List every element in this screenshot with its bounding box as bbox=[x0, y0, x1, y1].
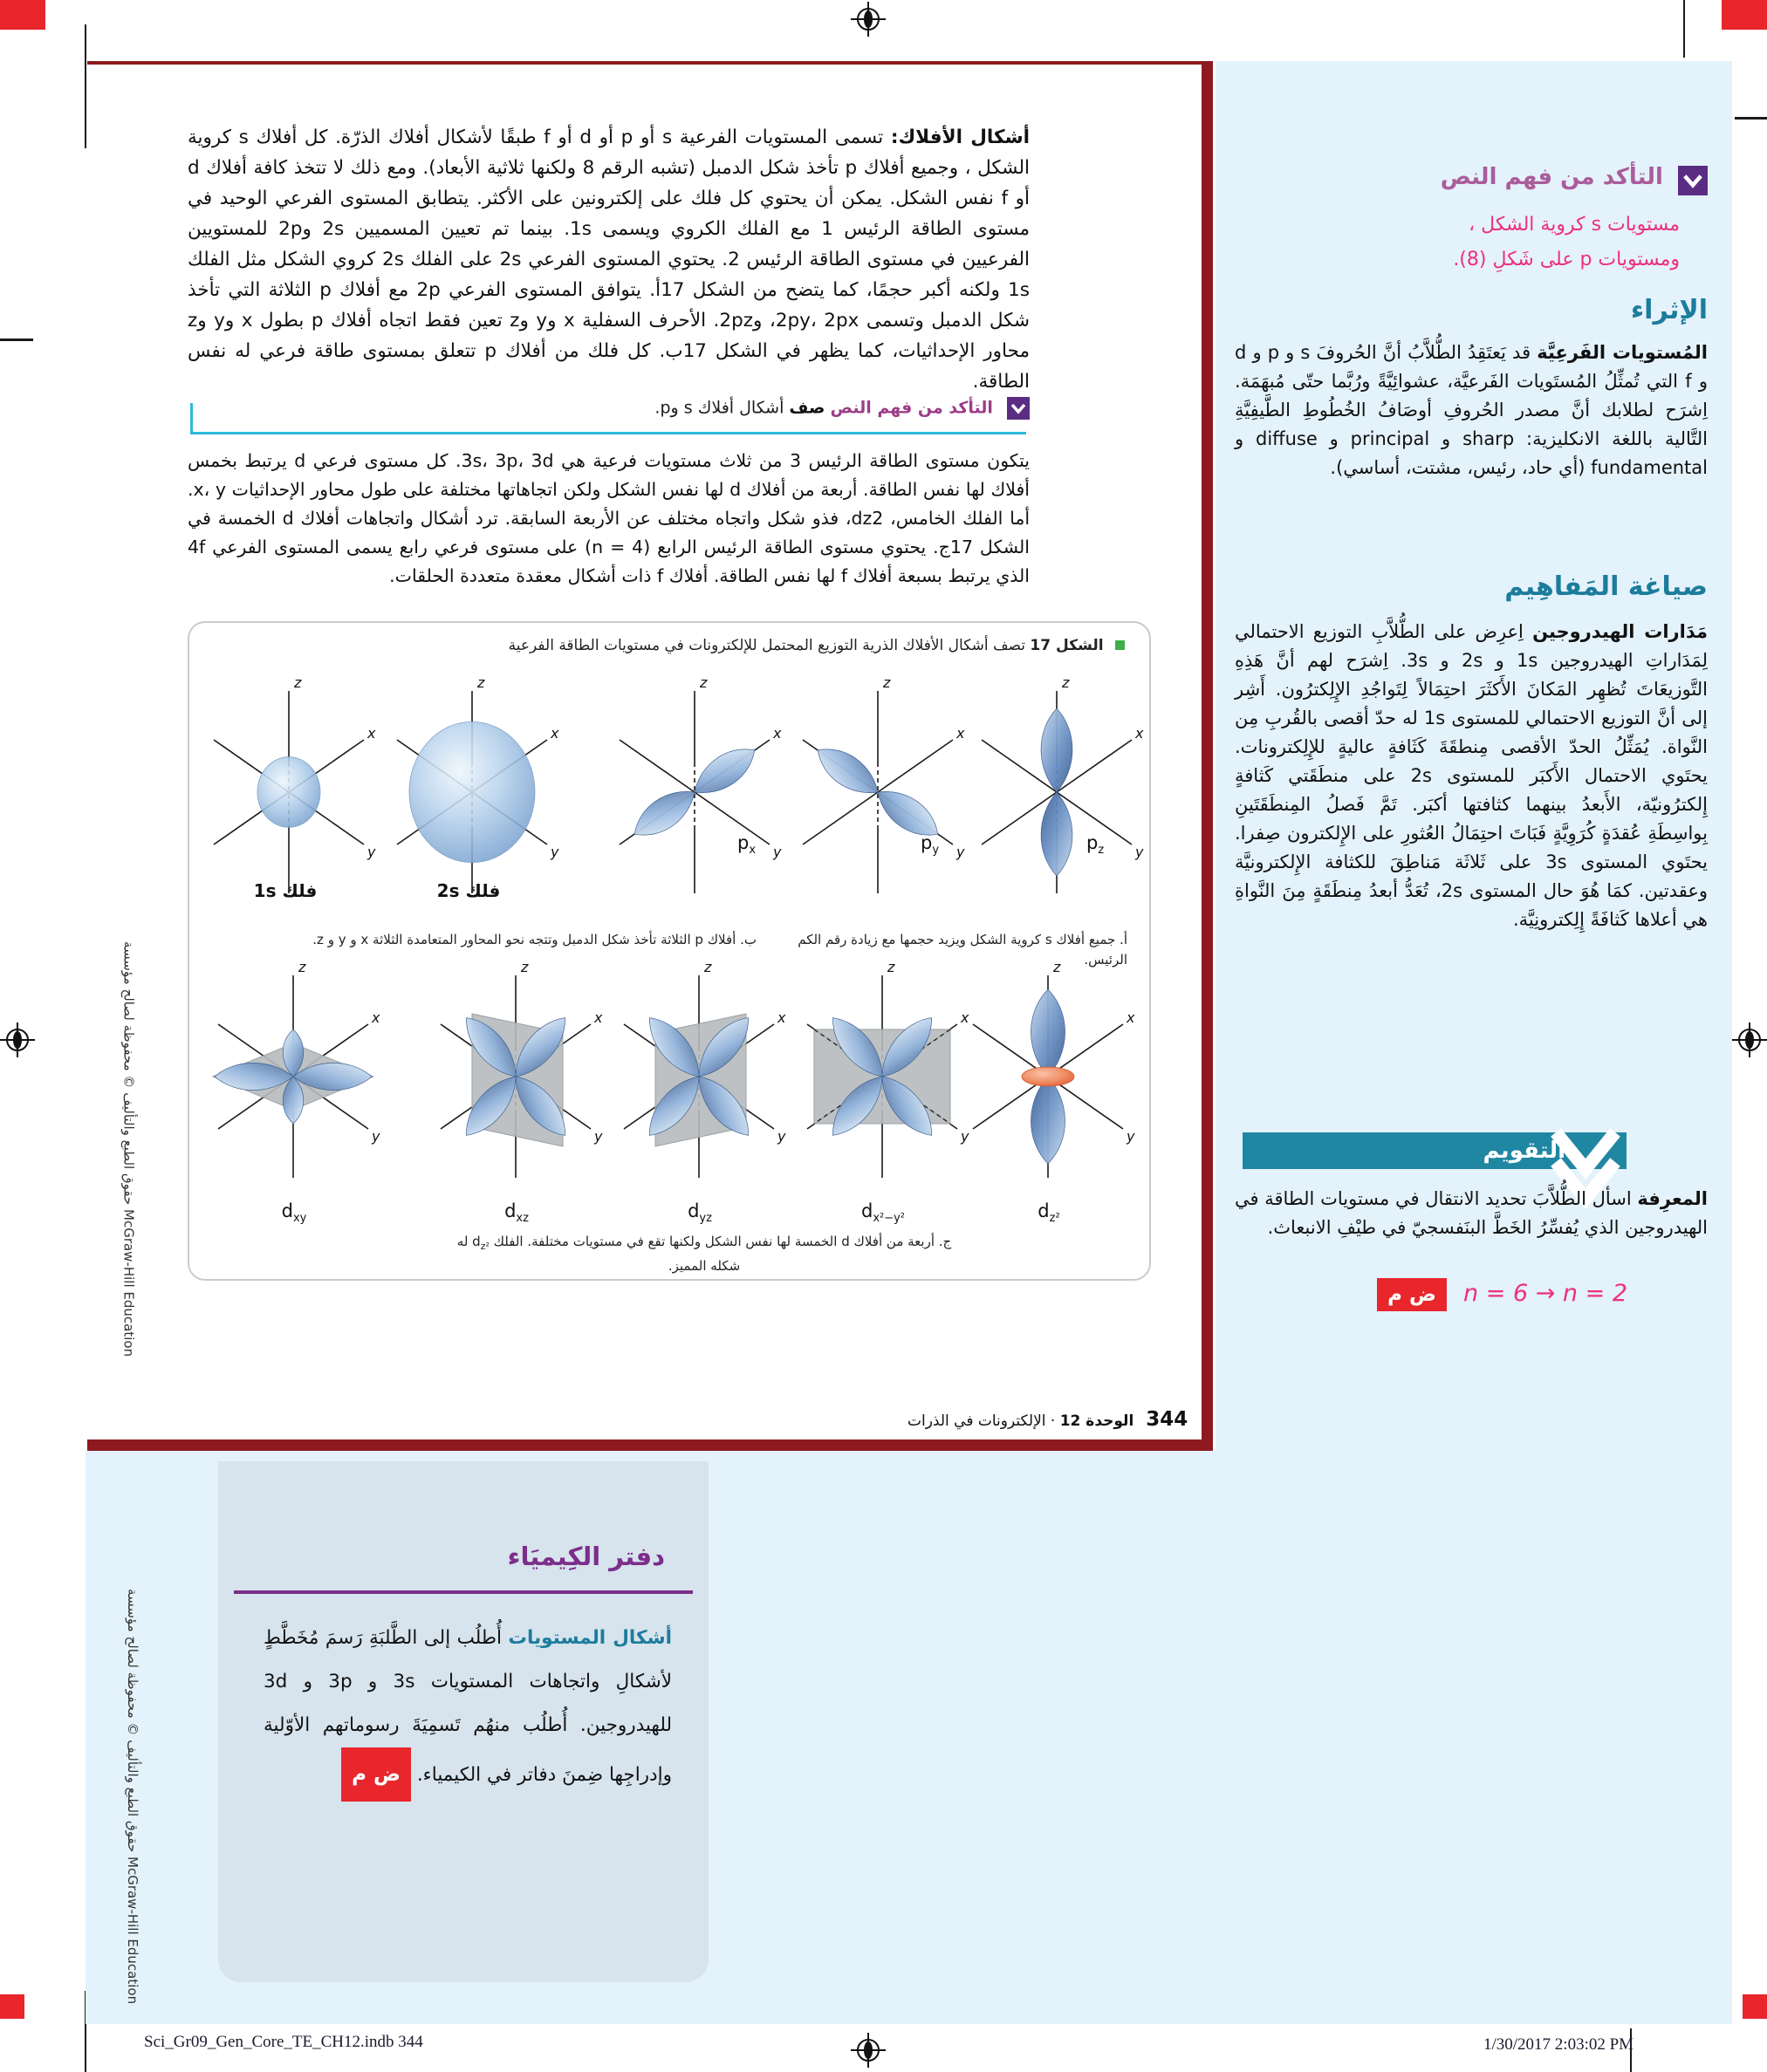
svg-text:y: y bbox=[367, 844, 376, 860]
orbital-1s-label: فلك 1s bbox=[253, 880, 318, 901]
svg-text:x: x bbox=[777, 1009, 786, 1026]
svg-text:z: z bbox=[887, 959, 895, 975]
copyright-vertical-lower: حقوق الطبع والتأليف © محفوظة لصالح مؤسسة McGraw-Hill Education bbox=[125, 1588, 140, 2005]
orbital-dxz-label: $d_{xz}$ bbox=[504, 1200, 529, 1226]
svg-text:z: z bbox=[1053, 959, 1061, 975]
notebook-body: أشكال المستويات أُطلُب إلى الطَّلبَةِ رَسمَ مُخَطَّطٍ لأشكالِ واتجاهات المستويات 3s و 3p و 3d للهيدروجين. أُطلُب منهُم تَسمِيَةَ رسوماتهم الأوّلية وإدراجِها ضِمنَ دفاتر في الكيمياء. ض م bbox=[264, 1617, 672, 1802]
trim-red-top-left bbox=[0, 0, 45, 30]
svg-text:z: z bbox=[883, 674, 891, 691]
trim-dash-right bbox=[1735, 117, 1767, 120]
orbital-py bbox=[778, 674, 979, 907]
reading-check-line: التأكد من فهم النص صف أشكال أفلاك s وp. bbox=[188, 397, 1030, 420]
svg-text:x: x bbox=[773, 725, 782, 742]
orbital-py-label: $p_y$ bbox=[921, 832, 940, 858]
print-timestamp: 1/30/2017 2:03:02 PM bbox=[1483, 2035, 1634, 2054]
section-rule bbox=[190, 432, 1026, 434]
notebook-rule bbox=[234, 1590, 693, 1594]
registration-mark-right bbox=[1732, 1022, 1767, 1057]
trim-red-top-right bbox=[1722, 0, 1767, 30]
reading-check-label: التأكد من فهم النص bbox=[830, 398, 993, 418]
svg-text:x: x bbox=[961, 1009, 969, 1026]
page-number: 344 bbox=[1146, 1408, 1188, 1431]
body-paragraph-1: أشكال الأفلاك: تسمى المستويات الفرعية s أو p أو d أو f طبقًا لأشكال أفلاك الذرّة. كل أفلاك s كروية الشكل ، وجميع أفلاك p تأخذ شكل الدمبل (تشبه الرقم 8 ولكنها ثلاثية الأبعاد). ومع ذلك لا تتخذ كافة أفلاك d أو f نفس الشكل. يمكن أن يحتوي كل فلك على إلكترونين على الأكثر. يتطابق المستوى الفرعي الوحيد في مستوى الطاقة الرئيس 1 مع الفلك الكروي ويسمى 1s. بينما تم تعيين المسميين 2s و2p للمستويين الفرعيين في مستوى الطاقة الرئيس 2. يحتوي المستوى الفرعي 2s على الفلك 2s كروي الشكل مثل الفلك 1s ولكنه أكبر حجمًا، كما يتضح من الشكل 17أ. يتوافق المستوى الفرعي 2p مع أفلاك p الثلاثة التي تأخذ شكل الدمبل وتسمى 2py، 2px، و2pz. الأحرف السفلية x وy وz تعين فقط اتجاه أفلاك p بطول x وy وz محاور الإحداثيات، كما يظهر في الشكل 17ب. كل فلك من أفلاك p تتعلق بمستوى طاقة فرعي له نفس الطاقة. bbox=[188, 127, 1031, 393]
trim-line-top-right bbox=[1683, 0, 1685, 58]
bottom-strip bbox=[86, 1451, 1732, 2024]
orbital-px-label: $p_x$ bbox=[737, 832, 757, 858]
answer-badge: ض م bbox=[1377, 1278, 1447, 1311]
svg-text:z: z bbox=[1062, 674, 1070, 691]
trim-red-bottom-right bbox=[1743, 1994, 1767, 2019]
checkbox-icon bbox=[1678, 166, 1708, 195]
svg-text:y: y bbox=[777, 1128, 786, 1145]
trim-line-top-left bbox=[85, 24, 86, 148]
svg-text:y: y bbox=[372, 1128, 380, 1145]
figure-caption: الشكل 17 تصف أشكال الأفلاك الذرية التوزيع المحتمل للإلكترونات في مستويات الطاقة الفرعية bbox=[427, 637, 1125, 654]
orbital-dyz bbox=[599, 959, 800, 1192]
svg-text:y: y bbox=[594, 1128, 603, 1145]
figure-caption-a: أ. جميع أفلاك s كروية الشكل ويزيد حجمها مع زيادة رقم الكم الرئيس. bbox=[798, 932, 1127, 968]
svg-text:z: z bbox=[521, 959, 529, 975]
svg-text:z: z bbox=[294, 674, 302, 691]
orbital-pz-label: $p_z$ bbox=[1086, 832, 1105, 858]
orbital-dxy-label: $d_{xy}$ bbox=[281, 1200, 307, 1226]
page-border-bottom bbox=[87, 1439, 1213, 1451]
registration-mark-left bbox=[0, 1022, 35, 1057]
svg-text:x: x bbox=[372, 1009, 380, 1026]
body-paragraph-2: يتكون مستوى الطاقة الرئيس 3 من ثلاث مستويات فرعية هي 3s، 3p، 3d. كل مستوى فرعي d يرتبط بخمس أفلاك لها نفس الطاقة. أربعة من أفلاك d لها نفس الشكل ولكن اتجاهاتها مختلفة على طول محاور الإحداثيات x، y. أما الفلك الخامس، dz2، فذو شكل واتجاه مختلف عن الأربعة السابقة. ترد أشكال واتجاهات أفلاك d الخمسة في الشكل 17ج. يحتوي مستوى الطاقة الرئيس الرابع (n = 4) على مستوى فرعي رابع يسمى المستوى الفرعي 4f الذي يرتبط بسبعة أفلاك f لها نفس الطاقة. أفلاك f ذات أشكال معقدة متعددة الحلقات. bbox=[188, 450, 1031, 586]
sidebar-check-heading-row bbox=[1233, 164, 1708, 195]
print-file-name: Sci_Gr09_Gen_Core_TE_CH12.indb 344 bbox=[144, 2033, 423, 2051]
orbital-2s-label: فلك 2s bbox=[436, 880, 501, 901]
orbital-1s bbox=[189, 674, 390, 907]
svg-text:z: z bbox=[704, 959, 712, 975]
svg-text:y: y bbox=[1135, 844, 1144, 860]
svg-text:x: x bbox=[594, 1009, 603, 1026]
sidebar-check-answer: مستويات s كروية الشكل ، ومستويات p على شَكلِ (8). bbox=[1453, 214, 1680, 270]
assessment-banner-title: التقويم bbox=[1483, 1138, 1565, 1164]
copyright-vertical-upper: حقوق الطبع والتأليف © محفوظة لصالح مؤسسة McGraw-Hill Education bbox=[120, 940, 137, 1357]
paragraph-lead: أشكال الأفلاك: bbox=[890, 127, 1030, 148]
orbital-px bbox=[595, 674, 796, 907]
transition-answer-row bbox=[1377, 1278, 1627, 1311]
figure-bullet-icon bbox=[1115, 640, 1125, 650]
chemistry-notebook-panel bbox=[218, 1461, 709, 1982]
enrichment-heading: الإثراء bbox=[1630, 295, 1708, 325]
svg-text:x: x bbox=[1135, 725, 1144, 742]
svg-text:y: y bbox=[956, 844, 965, 860]
svg-text:z: z bbox=[700, 674, 708, 691]
svg-text:x: x bbox=[367, 725, 376, 742]
svg-text:y: y bbox=[961, 1128, 969, 1145]
trim-dash-left bbox=[0, 338, 33, 341]
notebook-badge: ض م bbox=[341, 1747, 411, 1802]
orbital-dxy bbox=[194, 959, 394, 1192]
enrichment-paragraph: المُستويات الفَرعِيَّة قد يَعتَقِدُ الطُّلاَّبُ أنَّ الحُروفَ s و p و d و f التي تُمثِّلُ المُستَويات الفَرعيَّة، عشوائِيَّةً ورُبَّما حتّى مُبهَمَة. اِشرَح لطلابك أنَّ مصدر الحُروفِ أوصَافُ الخُطُوطِ الطَّيفِيَّةِ التَّالية باللغة الانكليزية: sharp و principal و diffuse و fundamental (أي حاد، رئيس، مشتت، أساسي). bbox=[1235, 342, 1709, 478]
orbital-2s bbox=[373, 674, 573, 907]
concepts-heading: صياغة المَفاهِيم bbox=[1504, 571, 1708, 602]
orbital-dz2-label: $d_{z^2}$ bbox=[1038, 1200, 1060, 1226]
orbital-dxz bbox=[416, 959, 617, 1192]
knowledge-paragraph: المعرِفة اسأل الطُّلاَّبَ تحديد الانتقال في مستويات الطاقة في الهيدروجين الذي يُفسِّرُ الخَطَّ البنَفسجيّ في طيْفِ الانبعاث. bbox=[1235, 1188, 1708, 1238]
registration-mark-bottom bbox=[851, 2033, 886, 2068]
orbital-pz bbox=[957, 674, 1158, 907]
sidebar-check-heading: التأكد من فهم النص bbox=[1440, 164, 1663, 190]
svg-text:z: z bbox=[477, 674, 485, 691]
svg-text:z: z bbox=[298, 959, 306, 975]
orbital-dz2 bbox=[949, 959, 1149, 1192]
transition-formula: n = 6 → n = 2 bbox=[1463, 1280, 1627, 1307]
svg-text:y: y bbox=[1127, 1128, 1135, 1145]
registration-mark-top bbox=[851, 2, 886, 37]
svg-text:x: x bbox=[1127, 1009, 1135, 1026]
svg-text:x: x bbox=[551, 725, 559, 742]
page-border-right bbox=[1202, 61, 1213, 1451]
concepts-paragraph: مَدَارات الهيدروجين اِعرِض على الطُّلاَّبِ التوزيع الاحتمالي لِمَدَاراتِ الهيدروجين 1s و 2s و 3s. اِشرَح لهم أنَّ هَذِهِ التَّوزيعَاتَ تُظهِر المَكانَ الأَكثَرَ احتِمَالاً لِتَواجُدِ الإِلِكترُون. أَشِر إلى أنَّ التوزيع الاحتمالي للمستوى 1s له حدّ أقصى بالقُربِ مِن النَّواة. يُمَثِّلُ الحدّ الأقصى مِنطقَةَ كَثَافةٍ عاليةٍ للإِلِكترونات. يحتَوي الاحتمال الأَكبَر للمستوى 2s على منطَقَتي كَثافةٍ إِلكترُونيّة، الأَبعدُ بينهما كثافتها أكبَر. تَمَّ فَصلُ المِنطَقَتَينِ بِواسِطَةِ عُقدَةٍ كُرَوِيَّةٍ فَبَاتَ احتِمَالُ العُثورِ على الإِلكترون صِفرا. يحتَوي المستوى 3s على ثَلاثَة مَناطِقَ للكثافة الإِلكترونيَّة وعقدتين. كمَا هُوَ حال المستوى 2s، تُعَدُّ أبعدُ مِنطَقَةٍ مِنَ النَّواةِ هي أعلاها كَثافَةً إِلِكترونِيَّة. bbox=[1235, 621, 1709, 930]
section-rule-vertical bbox=[190, 403, 193, 434]
figure-caption-c: ج. أربعة من أفلاك d الخمسة لها نفس الشكل ولكنها تقع في مستويات مختلفة. الفلك $d_{z^2}$ له شكله المميز. bbox=[456, 1234, 952, 1274]
svg-text:y: y bbox=[551, 844, 559, 860]
figure-17-panel bbox=[188, 621, 1151, 1281]
trim-red-bottom-left bbox=[0, 1994, 24, 2019]
orbital-dx2y2-label: $d_{x^2-y^2}$ bbox=[860, 1200, 906, 1226]
page-border-top bbox=[87, 61, 1213, 65]
orbital-dyz-label: $d_{yz}$ bbox=[688, 1200, 712, 1226]
checkbox-icon bbox=[1007, 397, 1030, 420]
figure-caption-b: ب. أفلاك p الثلاثة تأخذ شكل الدمبل وتتجه نحو المحاور المتعامدة الثلاثة x و y و z. bbox=[312, 932, 757, 947]
page-footer-inner: 344الوحدة 12 · الإلكترونات في الذرات bbox=[907, 1408, 1188, 1431]
notebook-heading: دفتر الكِيميَاء bbox=[507, 1542, 665, 1571]
svg-text:y: y bbox=[773, 844, 782, 860]
svg-text:x: x bbox=[956, 725, 965, 742]
